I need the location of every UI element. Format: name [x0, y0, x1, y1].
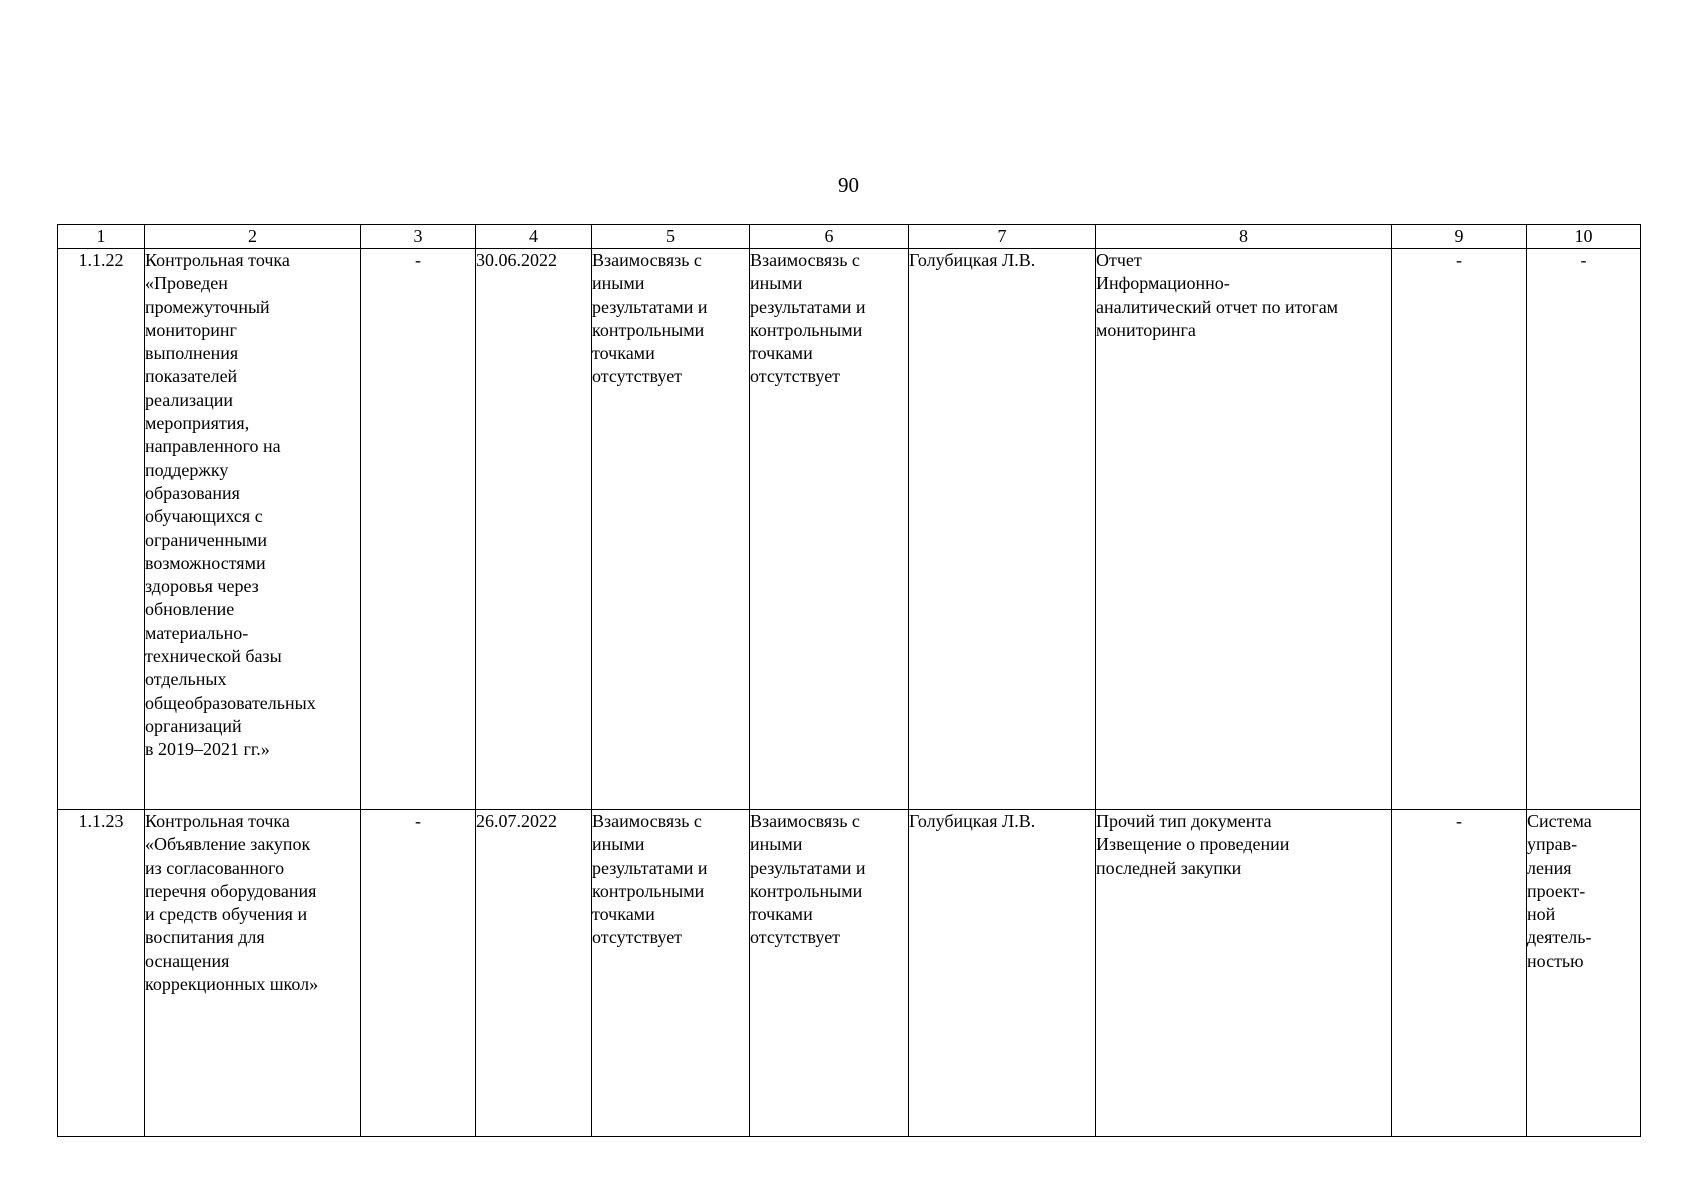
responsible-cell: Голубицкая Л.В. [909, 810, 1096, 1137]
cell-line: воспитания для [145, 927, 265, 948]
cell-line: Информационно- [1096, 273, 1230, 294]
cell-line: иными [750, 273, 803, 294]
cell-line: контрольными [750, 880, 863, 901]
header-cell: 1 [58, 225, 145, 249]
table-header-row [58, 225, 1641, 249]
cell-line: Взаимосвязь с [750, 811, 860, 831]
cell-line: точками [592, 343, 655, 364]
cell-line: мониторинг [145, 319, 237, 340]
cell-line: управ- [1527, 834, 1578, 855]
col10-cell [1527, 249, 1641, 810]
cell-line: контрольными [592, 880, 705, 901]
cell-line: из согласованного [145, 857, 285, 878]
table-row [58, 810, 1641, 1137]
cell-line: показателей [145, 366, 238, 387]
cell-line: деятель- [1527, 927, 1592, 948]
cell-line: организаций [145, 715, 242, 736]
table-row [58, 249, 1641, 810]
cell-line: отсутствует [592, 366, 683, 387]
cell-line: коррекционных школ» [145, 974, 319, 995]
cell-line: материально- [145, 622, 249, 643]
name-cell [145, 249, 361, 810]
header-cell: 3 [361, 225, 476, 249]
cell-line: отсутствует [750, 927, 841, 948]
cell-line: образования [145, 482, 240, 503]
cell-line: контрольными [750, 319, 863, 340]
cell-line: результатами и [750, 857, 866, 878]
relation-cell [750, 810, 909, 1137]
cell-line: иными [592, 834, 645, 855]
cell-line: Извещение о проведении [1096, 834, 1290, 855]
cell-line: возможностями [145, 552, 266, 573]
col3-cell: - [361, 810, 476, 1137]
cell-line: «Объявление закупок [145, 834, 311, 855]
cell-line: ления [1527, 857, 1572, 878]
cell-line: поддержку [145, 459, 229, 480]
cell-line: технической базы [145, 646, 282, 667]
cell-line: результатами и [592, 857, 708, 878]
cell-line: иными [750, 834, 803, 855]
cell-line: перечня оборудования [145, 880, 317, 901]
header-cell: 2 [145, 225, 361, 249]
col10-cell [1527, 810, 1641, 1137]
row-number-cell: 1.1.22 [58, 249, 145, 810]
date-cell: 26.07.2022 [476, 810, 592, 1137]
cell-line: отсутствует [750, 366, 841, 387]
responsible-cell: Голубицкая Л.В. [909, 249, 1096, 810]
cell-line: в 2019–2021 гг.» [145, 739, 270, 760]
cell-line: точками [592, 904, 655, 925]
cell-line: точками [750, 904, 813, 925]
cell-line: выполнения [145, 343, 239, 364]
header-cell: 10 [1527, 225, 1641, 249]
col3-cell: - [361, 249, 476, 810]
name-cell [145, 810, 361, 1137]
cell-line: Прочий тип документа [1096, 811, 1272, 831]
cell-line: «Проведен [145, 273, 228, 294]
cell-line: обновление [145, 599, 235, 620]
header-cell: 6 [750, 225, 909, 249]
cell-line: Система [1527, 811, 1592, 831]
cell-line: Взаимосвязь с [592, 811, 702, 831]
cell-line: - [1580, 250, 1587, 270]
cell-line: проект- [1527, 880, 1586, 901]
cell-line: точками [750, 343, 813, 364]
relation-cell [750, 249, 909, 810]
header-cell: 4 [476, 225, 592, 249]
cell-line: оснащения [145, 950, 230, 971]
relation-cell [592, 249, 750, 810]
date-cell: 30.06.2022 [476, 249, 592, 810]
cell-line: обучающихся с [145, 506, 263, 527]
cell-line: ной [1527, 904, 1556, 925]
cell-line: здоровья через [145, 576, 259, 597]
cell-line: мониторинга [1096, 319, 1196, 340]
cell-line: направленного на [145, 436, 281, 457]
header-cell: 8 [1096, 225, 1392, 249]
cell-line: иными [592, 273, 645, 294]
relation-cell [592, 810, 750, 1137]
cell-line: результатами и [750, 296, 866, 317]
cell-line: результатами и [592, 296, 708, 317]
header-cell: 9 [1392, 225, 1527, 249]
document-cell [1096, 249, 1392, 810]
cell-line: отдельных [145, 669, 227, 690]
cell-line: отсутствует [592, 927, 683, 948]
cell-line: контрольными [592, 319, 705, 340]
cell-line: реализации [145, 389, 233, 410]
plan-table [57, 224, 1641, 1137]
header-cell: 5 [592, 225, 750, 249]
page-number: 90 [838, 173, 859, 197]
cell-line: ограниченными [145, 529, 268, 550]
header-cell: 7 [909, 225, 1096, 249]
col9-cell: - [1392, 249, 1527, 810]
cell-line: аналитический отчет по итогам [1096, 296, 1339, 317]
cell-line: Отчет [1096, 250, 1142, 270]
document-cell [1096, 810, 1392, 1137]
cell-line: Взаимосвязь с [750, 250, 860, 270]
cell-line: Контрольная точка [145, 250, 290, 270]
cell-line: ностью [1527, 950, 1584, 971]
cell-line: Взаимосвязь с [592, 250, 702, 270]
cell-line: последней закупки [1096, 857, 1242, 878]
cell-line: Контрольная точка [145, 811, 290, 831]
cell-line: промежуточный [145, 296, 270, 317]
cell-line: и средств обучения и [145, 904, 308, 925]
row-number-cell: 1.1.23 [58, 810, 145, 1137]
cell-line: общеобразовательных [145, 692, 316, 713]
col9-cell: - [1392, 810, 1527, 1137]
cell-line: мероприятия, [145, 413, 250, 434]
